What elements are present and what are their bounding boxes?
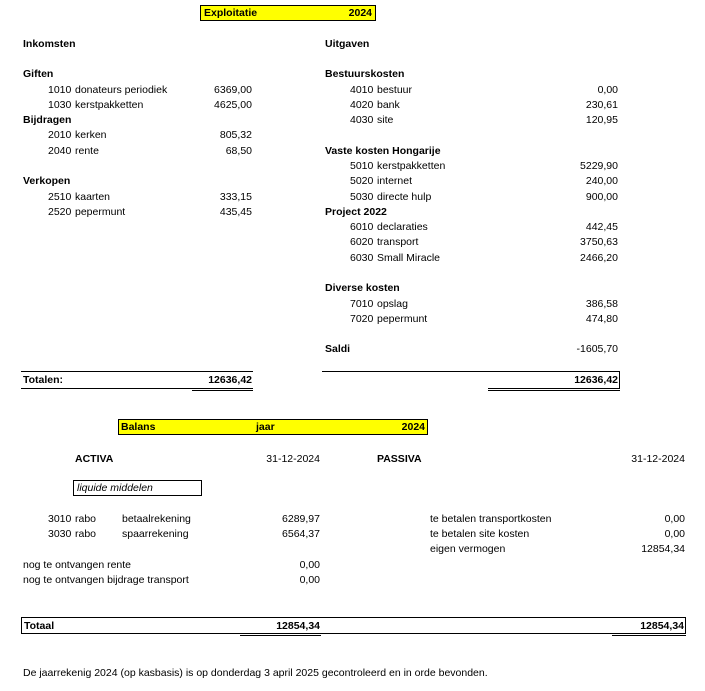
code: 5020 bbox=[350, 175, 374, 187]
code: 7010 bbox=[350, 298, 374, 310]
totaal-activa-amount: 12854,34 bbox=[276, 620, 320, 632]
vaste-kosten-heading: Vaste kosten Hongarije bbox=[325, 145, 441, 157]
amount: 805,32 bbox=[219, 129, 252, 141]
passiva-date: 31-12-2024 bbox=[631, 453, 685, 465]
amount: 2466,20 bbox=[580, 252, 618, 264]
label: bank bbox=[377, 99, 400, 111]
totaal-top-rule bbox=[21, 617, 686, 618]
liquide-middelen-box bbox=[73, 480, 202, 496]
balans-title: Balans bbox=[121, 421, 156, 433]
amount: 6369,00 bbox=[214, 84, 252, 96]
totalen-double-rule-left-b bbox=[192, 390, 253, 391]
exploitatie-header bbox=[200, 5, 376, 21]
totalen-double-rule-right-b bbox=[488, 390, 620, 391]
amount: 240,00 bbox=[585, 175, 618, 187]
amount: 68,50 bbox=[225, 145, 252, 157]
amount: 442,45 bbox=[585, 221, 618, 233]
activa-extra-amount: 0,00 bbox=[299, 559, 320, 571]
amount: 900,00 bbox=[585, 191, 618, 203]
passiva-heading: PASSIVA bbox=[377, 453, 422, 465]
code: 2010 bbox=[48, 129, 72, 141]
totalen-label: Totalen: bbox=[23, 374, 64, 386]
label: Small Miracle bbox=[377, 252, 441, 264]
label: betaalrekening bbox=[122, 513, 191, 525]
activa-extra-label: nog te ontvangen bijdrage transport bbox=[23, 574, 189, 586]
giften-heading: Giften bbox=[23, 68, 54, 80]
totalen-uitgaven-amount: 12636,42 bbox=[574, 374, 618, 386]
label: declaraties bbox=[377, 221, 428, 233]
saldi-label: Saldi bbox=[325, 343, 351, 355]
code: 5010 bbox=[350, 160, 374, 172]
totaal-double-rule-passiva-a bbox=[612, 633, 686, 634]
amount: 230,61 bbox=[585, 99, 618, 111]
passiva-amount: 12854,34 bbox=[641, 543, 685, 555]
amount: 435,45 bbox=[219, 206, 252, 218]
bijdragen-heading: Bijdragen bbox=[23, 114, 72, 126]
code: 7020 bbox=[350, 313, 374, 325]
passiva-label: te betalen transportkosten bbox=[430, 513, 552, 525]
activa-extra-amount: 0,00 bbox=[299, 574, 320, 586]
code: 4010 bbox=[350, 84, 374, 96]
label: pepermunt bbox=[75, 206, 126, 218]
label: directe hulp bbox=[377, 191, 432, 203]
totalen-right-divider bbox=[619, 372, 620, 389]
totalen-top-rule-right bbox=[322, 371, 620, 372]
verkopen-heading: Verkopen bbox=[23, 175, 71, 187]
code: 3030 bbox=[48, 528, 72, 540]
code: 1010 bbox=[48, 84, 72, 96]
bank: rabo bbox=[75, 528, 97, 540]
amount: 333,15 bbox=[219, 191, 252, 203]
bank: rabo bbox=[75, 513, 97, 525]
activa-extra-label: nog te ontvangen rente bbox=[23, 559, 132, 571]
totaal-label: Totaal bbox=[24, 620, 55, 632]
totaal-left-border bbox=[21, 617, 22, 634]
bestuurskosten-heading: Bestuurskosten bbox=[325, 68, 405, 80]
amount: 5229,90 bbox=[580, 160, 618, 172]
totalen-double-rule-left-a bbox=[192, 388, 253, 389]
code: 1030 bbox=[48, 99, 72, 111]
inkomsten-heading: Inkomsten bbox=[23, 38, 76, 50]
label: kaarten bbox=[75, 191, 111, 203]
amount: 386,58 bbox=[585, 298, 618, 310]
code: 2520 bbox=[48, 206, 72, 218]
amount: 6289,97 bbox=[282, 513, 320, 525]
activa-heading: ACTIVA bbox=[75, 453, 114, 465]
code: 2510 bbox=[48, 191, 72, 203]
label: kerken bbox=[75, 129, 107, 141]
totaal-passiva-amount: 12854,34 bbox=[640, 620, 684, 632]
amount: 6564,37 bbox=[282, 528, 320, 540]
amount: 474,80 bbox=[585, 313, 618, 325]
balans-year: 2024 bbox=[401, 421, 425, 433]
label: bestuur bbox=[377, 84, 413, 96]
code: 6010 bbox=[350, 221, 374, 233]
totaal-right-border bbox=[685, 617, 686, 634]
diverse-heading: Diverse kosten bbox=[325, 282, 400, 294]
code: 5030 bbox=[350, 191, 374, 203]
label: kerstpakketten bbox=[377, 160, 446, 172]
uitgaven-heading: Uitgaven bbox=[325, 38, 370, 50]
exploitatie-title: Exploitatie bbox=[204, 7, 258, 19]
balans-jaar-label: jaar bbox=[256, 421, 275, 433]
label: transport bbox=[377, 236, 419, 248]
balans-header bbox=[118, 419, 428, 435]
totalen-double-rule-right-a bbox=[488, 388, 620, 389]
code: 2040 bbox=[48, 145, 72, 157]
amount: 3750,63 bbox=[580, 236, 618, 248]
code: 6030 bbox=[350, 252, 374, 264]
passiva-label: te betalen site kosten bbox=[430, 528, 530, 540]
totalen-inkomsten-amount: 12636,42 bbox=[208, 374, 252, 386]
label: opslag bbox=[377, 298, 408, 310]
passiva-amount: 0,00 bbox=[664, 513, 685, 525]
passiva-label: eigen vermogen bbox=[430, 543, 506, 555]
totalen-top-rule-left bbox=[21, 371, 253, 372]
totaal-double-rule-passiva-b bbox=[612, 635, 686, 636]
footer-note: De jaarrekenig 2024 (op kasbasis) is op donderdag 3 april 2025 gecontroleerd en in orde bevonden. bbox=[23, 667, 488, 679]
label: spaarrekening bbox=[122, 528, 189, 540]
liquide-middelen-label: liquide middelen bbox=[77, 482, 153, 494]
code: 6020 bbox=[350, 236, 374, 248]
amount: 4625,00 bbox=[214, 99, 252, 111]
label: donateurs periodiek bbox=[75, 84, 168, 96]
totaal-double-rule-activa-b bbox=[240, 635, 321, 636]
label: kerstpakketten bbox=[75, 99, 144, 111]
label: site bbox=[377, 114, 394, 126]
label: internet bbox=[377, 175, 413, 187]
totaal-double-rule-activa-a bbox=[240, 633, 321, 634]
exploitatie-year: 2024 bbox=[348, 7, 372, 19]
code: 3010 bbox=[48, 513, 72, 525]
code: 4030 bbox=[350, 114, 374, 126]
saldi-amount: -1605,70 bbox=[576, 343, 618, 355]
amount: 0,00 bbox=[597, 84, 618, 96]
activa-date: 31-12-2024 bbox=[266, 453, 320, 465]
code: 4020 bbox=[350, 99, 374, 111]
label: pepermunt bbox=[377, 313, 428, 325]
totaal-bottom-rule bbox=[21, 633, 686, 634]
passiva-amount: 0,00 bbox=[664, 528, 685, 540]
amount: 120,95 bbox=[585, 114, 618, 126]
project-heading: Project 2022 bbox=[325, 206, 387, 218]
label: rente bbox=[75, 145, 99, 157]
